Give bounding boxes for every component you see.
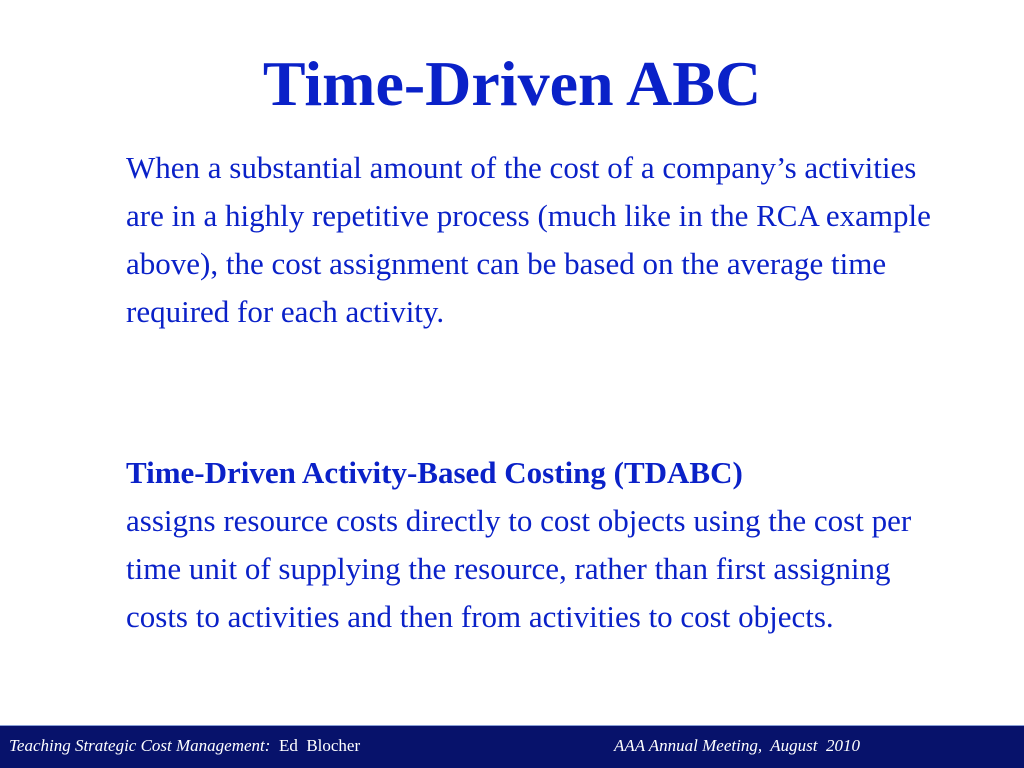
footer-course-author [9, 735, 360, 757]
slide-footer [0, 725, 1024, 768]
footer-author: Ed Blocher [270, 736, 361, 755]
tdabc-definition-text: assigns resource costs directly to cost objects using the cost per time unit of supplying the resource, rather than first assigning costs to activities and then from activities to cost objects. [126, 503, 912, 634]
paragraph-tdabc-definition [126, 449, 936, 641]
tdabc-term: Time-Driven Activity-Based Costing (TDABC) [126, 455, 743, 490]
slide-title: Time-Driven ABC [262, 48, 762, 119]
footer-event: AAA Annual Meeting, August 2010 [614, 736, 861, 755]
paragraph-tdabc-intro: When a substantial amount of the cost of a company’s activities are in a highly repetitive process (much like in the RCA example above), the cost assignment can be based on the average time required for each activity. [126, 150, 931, 329]
footer-course: Teaching Strategic Cost Management: [9, 736, 271, 755]
